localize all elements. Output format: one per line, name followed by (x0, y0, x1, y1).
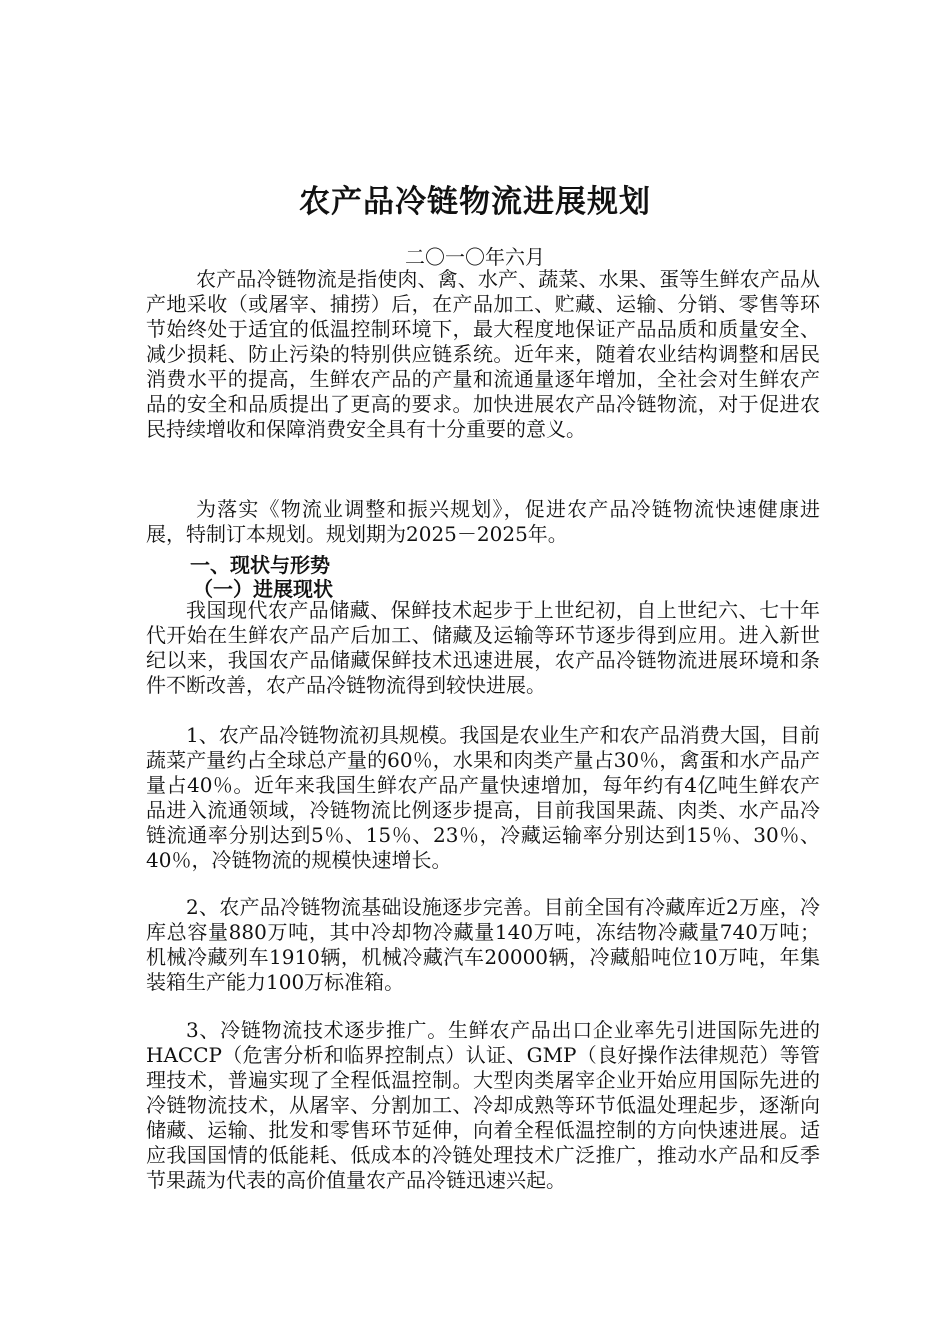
subsection-heading-progress-status: （一）进展现状 (193, 577, 333, 601)
paragraph-purpose: 为落实《物流业调整和振兴规划》，促进农产品冷链物流快速健康进展，特制订本规划。规划期为2025－2025年。 (146, 497, 820, 546)
document-date: 二〇一〇年六月 (405, 245, 545, 269)
paragraph-intro: 农产品冷链物流是指使肉、禽、水产、蔬菜、水果、蛋等生鲜农产品从产地采收（或屠宰、捕捞）后，在产品加工、贮藏、运输、分销、零售等环节始终处于适宜的低温控制环境下，最大程度地保证产品品质和质量安全、减少损耗、防止污染的特别供应链系统。近年来，随着农业结构调整和居民消费水平的提高，生鲜农产品的产量和流通量逐年增加，全社会对生鲜农产品的安全和品质提出了更高的要求。加快进展农产品冷链物流，对于促进农民持续增收和保障消费安全具有十分重要的意义。 (146, 267, 820, 441)
section-heading-status-and-situation: 一、现状与形势 (190, 553, 330, 577)
paragraph-point-2: 2、农产品冷链物流基础设施逐步完善。目前全国有冷藏库近2万座，冷库总容量880万吨，其中冷却物冷藏量140万吨，冻结物冷藏量740万吨；机械冷藏列车1910辆，机械冷藏汽车20000辆，冷藏船吨位10万吨，年集装箱生产能力100万标准箱。 (146, 895, 820, 994)
document-title: 农产品冷链物流进展规划 (299, 184, 651, 220)
paragraph-point-3: 3、冷链物流技术逐步推广。生鲜农产品出口企业率先引进国际先进的HACCP（危害分析和临界控制点）认证、GMP（良好操作法律规范）等管理技术，普遍实现了全程低温控制。大型肉类屠宰企业开始应用国际先进的冷链物流技术，从屠宰、分割加工、冷却成熟等环节低温处理起步，逐渐向储藏、运输、批发和零售环节延伸，向着全程低温控制的方向快速进展。适应我国国情的低能耗、低成本的冷链处理技术广泛推广，推动水产品和反季节果蔬为代表的高价值量农产品冷链迅速兴起。 (146, 1018, 820, 1192)
paragraph-point-1: 1、农产品冷链物流初具规模。我国是农业生产和农产品消费大国，目前蔬菜产量约占全球总产量的60％，水果和肉类产量占30％，禽蛋和水产品产量占40％。近年来我国生鲜农产品产量快速增加，每年约有4亿吨生鲜农产品进入流通领域，冷链物流比例逐步提高，目前我国果蔬、肉类、水产品冷链流通率分别达到5％、15％、23％，冷藏运输率分别达到15％、30％、40％，冷链物流的规模快速增长。 (146, 723, 820, 872)
paragraph-status: 我国现代农产品储藏、保鲜技术起步于上世纪初，自上世纪六、七十年代开始在生鲜农产品产后加工、储藏及运输等环节逐步得到应用。进入新世纪以来，我国农产品储藏保鲜技术迅速进展，农产品冷链物流进展环境和条件不断改善，农产品冷链物流得到较快进展。 (146, 598, 820, 697)
